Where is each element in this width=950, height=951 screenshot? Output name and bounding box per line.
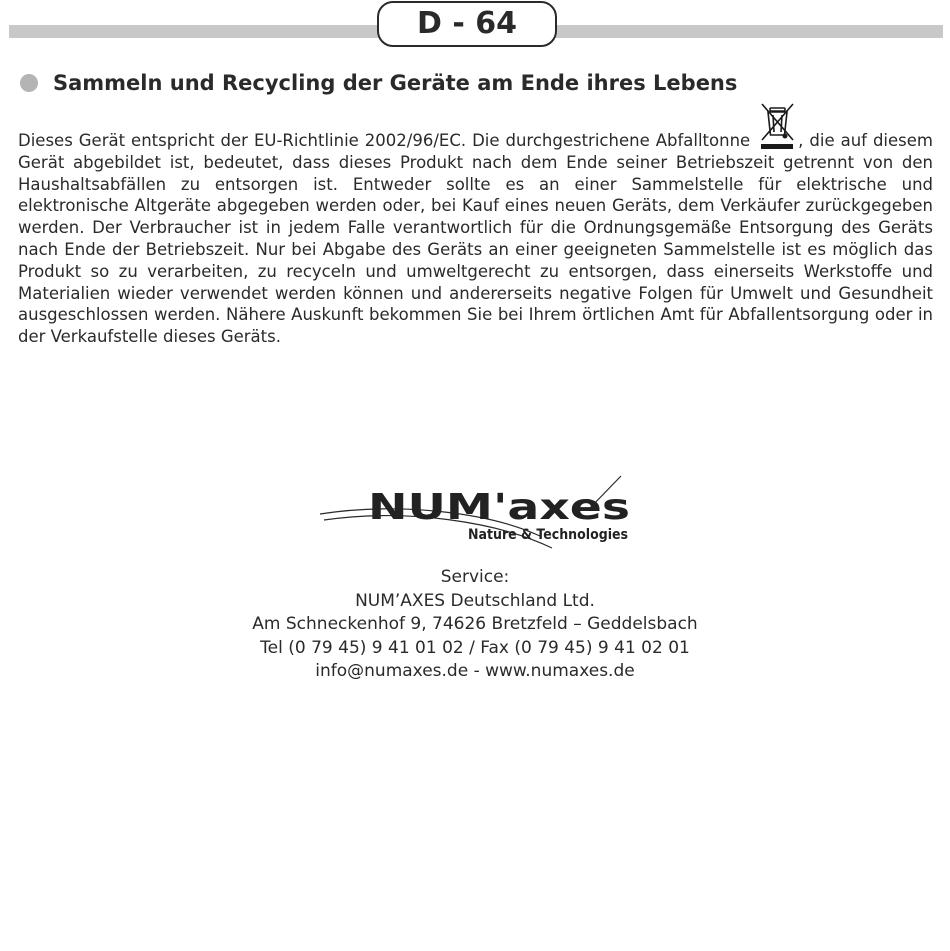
service-contact: info@numaxes.de - www.numaxes.de	[315, 661, 635, 681]
paragraph-text-end: , die auf diesem Gerät abgebildet ist, bedeutet, dass dieses Produkt nach dem Ende seiner Betriebszeit getrennt von den Haushaltsabfällen zu entsorgen ist. Entweder sollte es an einer Sammelstelle für elektrische und elektronische Altgeräte abgegeben werden oder, bei Kauf eines neuen Geräts, dem Verkäufer zurückgegeben werden. Der Verbraucher ist in jedem Falle verantwortlich für die Ordnungsgemäße Entsorgung des Geräts nach Ende der Betriebszeit. Nur bei Abgabe des Geräts an einer geeigneten Sammelstelle ist es möglich das Produkt so zu verarbeiten, zu recyceln und umweltgerecht zu entsorgen, dass einerseits Werkstoffe und Materialien wieder verwendet werden können und andererseits negative Folgen für Umwelt und Gesundheit ausgeschlossen werden. Nähere Auskunft bekommen Sie bei Ihrem örtlichen Amt für Abfallentsorgung oder in der Verkaufstelle dieses Geräts.	[18, 131, 933, 347]
service-phone: Tel (0 79 45) 9 41 01 02 / Fax (0 79 45) 9 41 02 01	[260, 637, 690, 658]
crossed-out-wheelie-bin-icon	[758, 128, 796, 150]
body-paragraph	[18, 128, 933, 348]
service-contact-block	[0, 566, 950, 684]
section-heading	[20, 68, 940, 98]
paragraph-text-start: Dieses Gerät entspricht der EU-Richtlinie 2002/96/EC. Die durchgestrichene Abfalltonne	[18, 131, 751, 150]
numaxes-logo	[318, 472, 638, 562]
page-number: D - 64	[377, 1, 557, 47]
service-address: Am Schneckenhof 9, 74626 Bretzfeld – Geddelsbach	[252, 614, 698, 634]
bullet-icon	[20, 74, 38, 92]
section-title: Sammeln und Recycling der Geräte am Ende ihres Lebens	[53, 71, 738, 95]
logo-wordmark: NUM'axes	[368, 487, 630, 528]
logo-tagline: Nature & Technologies	[468, 527, 628, 543]
service-label: Service:	[440, 567, 510, 587]
service-company: NUM’AXES Deutschland Ltd.	[355, 590, 595, 611]
